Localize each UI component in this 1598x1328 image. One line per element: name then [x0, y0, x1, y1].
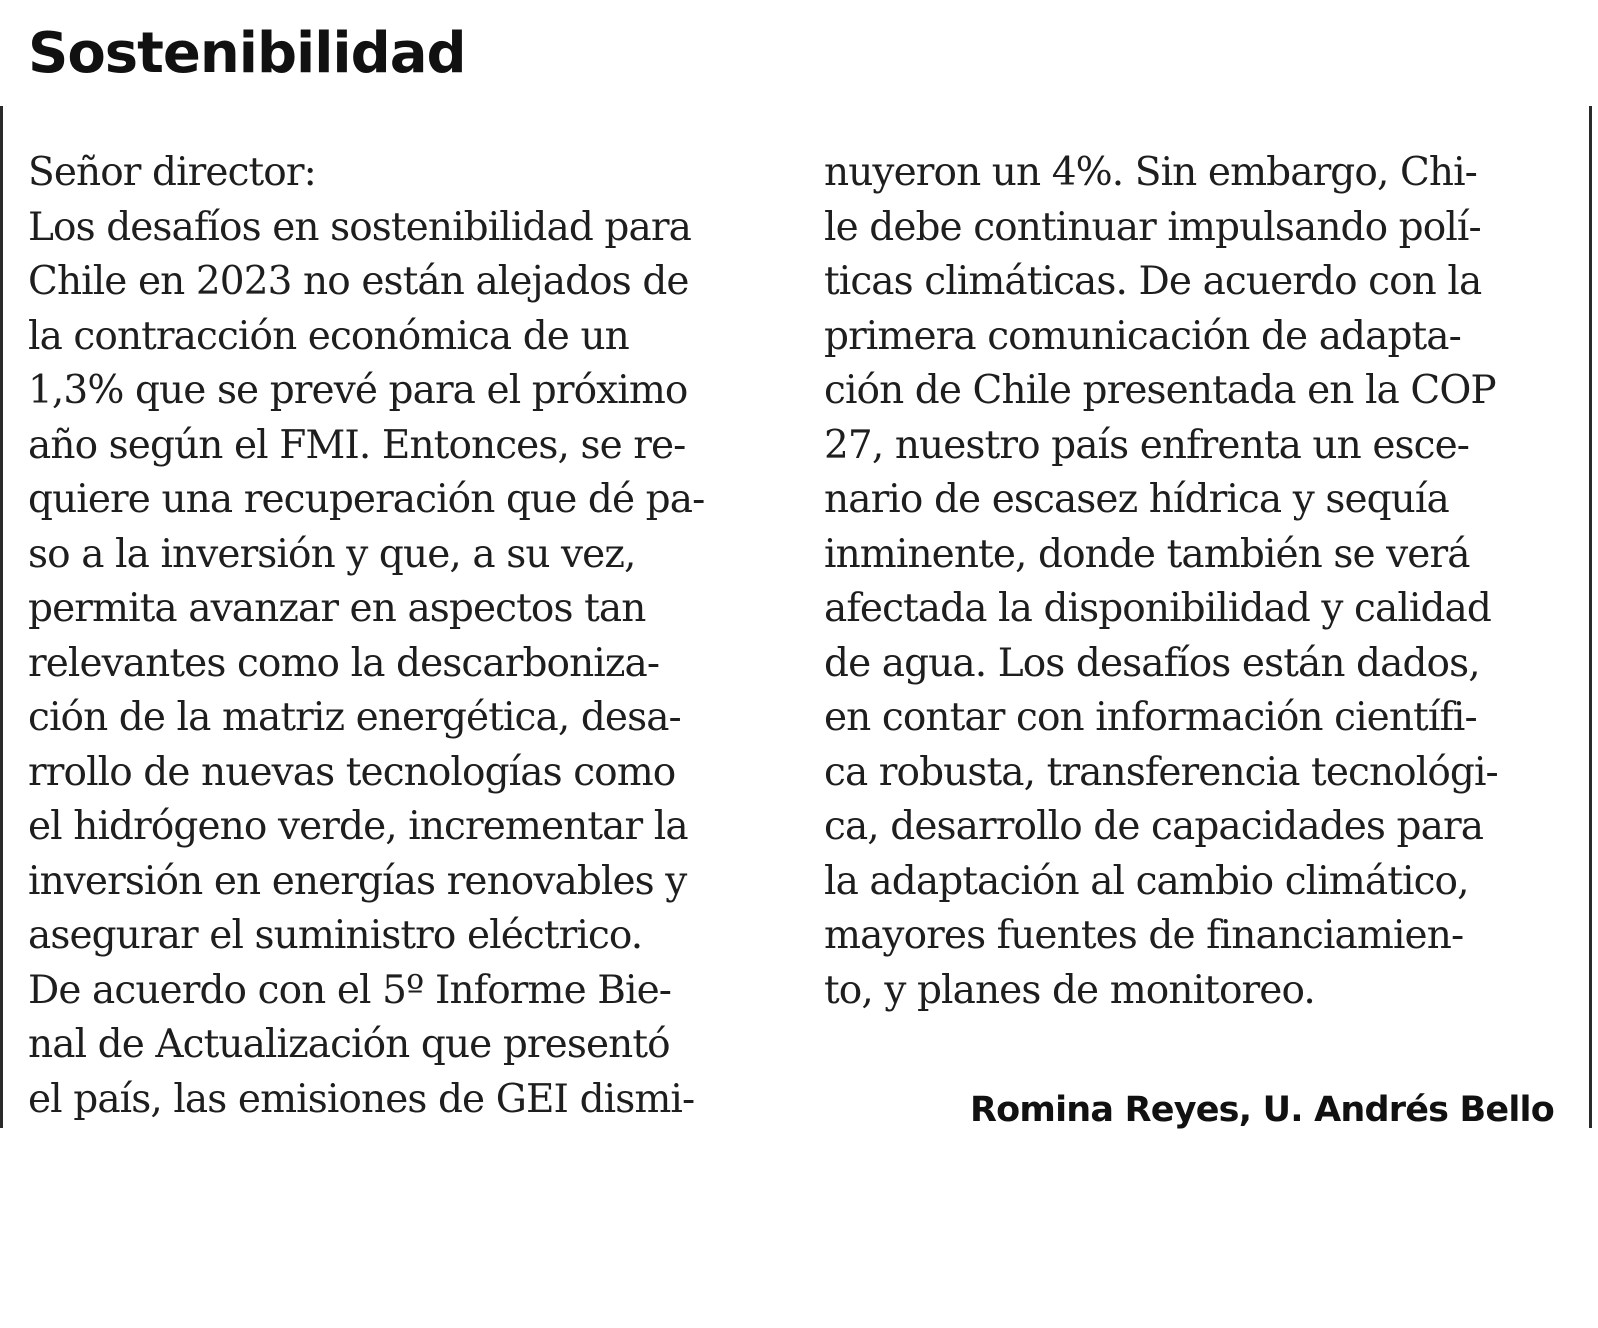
letter-line: ción de Chile presentada en la COP: [824, 368, 1496, 413]
letter-line: permita avanzar en aspectos tan: [28, 586, 646, 631]
section-title: Sostenibilidad: [28, 21, 466, 86]
letter-salutation: Señor director:: [28, 150, 316, 195]
letter-line: 1,3% que se prevé para el próximo: [28, 368, 688, 413]
letter-line: relevantes como la descarboniza-: [28, 640, 660, 686]
letter-line: rrollo de nuevas tecnologías como: [28, 749, 676, 795]
letter-line: quiere una recuperación que dé pa-: [28, 477, 705, 522]
letter-line: inversión en energías renovables y: [28, 858, 687, 904]
letter-line: nal de Actualización que presentó: [28, 1022, 670, 1067]
letter-line: primera comunicación de adapta-: [824, 313, 1461, 359]
letter-line: el hidrógeno verde, incrementar la: [28, 804, 688, 849]
letter-line: Los desafíos en sostenibilidad para: [28, 204, 691, 250]
left-column-rule: [0, 106, 3, 1128]
letter-line: en contar con información científi-: [824, 695, 1477, 740]
letter-line: ticas climáticas. De acuerdo con la: [824, 259, 1482, 304]
letter-line: nuyeron un 4%. Sin embargo, Chi-: [824, 150, 1477, 195]
letter-line: afectada la disponibilidad y calidad: [824, 586, 1491, 631]
letter-line: asegurar el suministro eléctrico.: [28, 913, 643, 958]
right-column-rule: [1589, 106, 1592, 1128]
letter-line: le debe continuar impulsando polí-: [824, 204, 1481, 250]
letter-signature: Romina Reyes, U. Andrés Bello: [970, 1090, 1554, 1130]
letter-line: to, y planes de monitoreo.: [824, 967, 1315, 1013]
letter-line: Chile en 2023 no están alejados de: [28, 259, 689, 304]
letter-right-column: [824, 146, 1584, 1018]
letter-line: ca, desarrollo de capacidades para: [824, 804, 1484, 849]
letter-line: so a la inversión y que, a su vez,: [28, 531, 636, 577]
letter-line: año según el FMI. Entonces, se re-: [28, 422, 686, 468]
letter-line: ción de la matriz energética, desa-: [28, 695, 681, 740]
letter-line: de agua. Los desafíos están dados,: [824, 640, 1480, 686]
letter-line: De acuerdo con el 5º Informe Bie-: [28, 967, 672, 1013]
letter-line: el país, las emisiones de GEI dismi-: [28, 1076, 695, 1122]
letter-line: nario de escasez hídrica y sequía: [824, 477, 1449, 522]
letter-line: mayores fuentes de financiamien-: [824, 913, 1464, 958]
letter-line: la contracción económica de un: [28, 313, 629, 359]
letter-line: inminente, donde también se verá: [824, 531, 1470, 577]
letter-line: la adaptación al cambio climático,: [824, 858, 1469, 904]
letter-line: ca robusta, transferencia tecnológi-: [824, 749, 1498, 795]
letter-left-column: [28, 146, 788, 1127]
letter-line: 27, nuestro país enfrenta un esce-: [824, 422, 1470, 468]
